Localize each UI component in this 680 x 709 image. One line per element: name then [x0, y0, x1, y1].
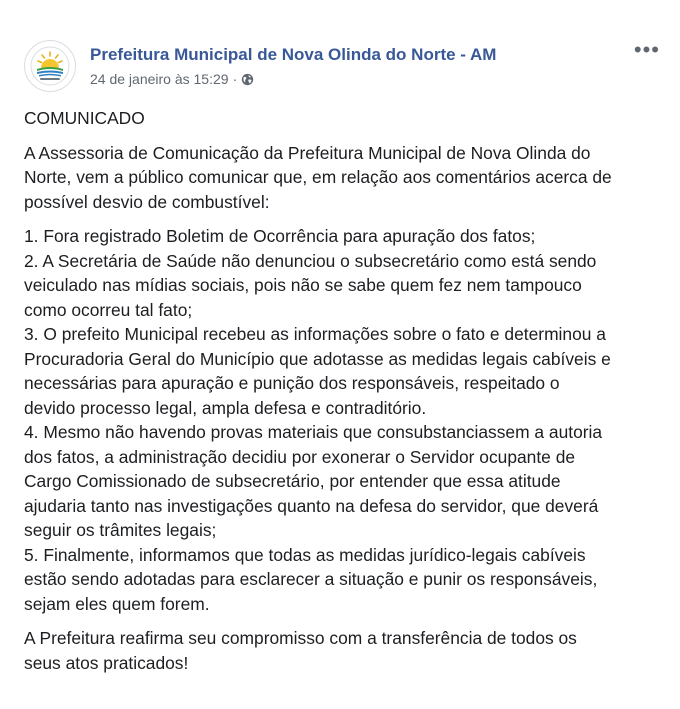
list-line: Cargo Comissionado de subsecretário, por entender que essa atitude — [24, 471, 561, 491]
globe-icon[interactable] — [241, 73, 254, 86]
list-line: sejam eles quem forem. — [24, 593, 210, 614]
list-line: 1. Fora registrado Boletim de Ocorrência para apuração dos fatos; — [24, 226, 536, 246]
list-line: seguir os trâmites legais; — [24, 520, 217, 540]
list-line: estão sendo adotadas para esclarecer a situação e punir os responsáveis, — [24, 569, 598, 589]
post-timestamp[interactable]: 24 de janeiro às 15:29 — [90, 71, 229, 87]
list-line: 5. Finalmente, informamos que todas as medidas jurídico-legais cabíveis — [24, 544, 586, 565]
numbered-list — [24, 224, 664, 616]
list-line: 3. O prefeito Municipal recebeu as informações sobre o fato e determinou a — [24, 324, 606, 344]
closing-paragraph — [24, 626, 664, 675]
list-line: necessárias para apuração e punição dos responsáveis, respeitado o — [24, 373, 560, 393]
list-line: ajudaria tanto nas investigações quanto na defesa do servidor, que deverá — [24, 495, 599, 516]
list-line: 2. A Secretária de Saúde não denunciou o subsecretário como está sendo — [24, 250, 597, 271]
list-line: dos fatos, a administração decidiu por exonerar o Servidor ocupante de — [24, 446, 576, 467]
list-line: como ocorreu tal fato; — [24, 299, 193, 320]
meta-separator: · — [232, 71, 238, 87]
heading-text: COMUNICADO — [24, 108, 145, 128]
intro-line: A Assessoria de Comunicação da Prefeitura Municipal de Nova Olinda do — [24, 142, 591, 163]
post-header — [24, 37, 664, 90]
list-line: Procuradoria Geral do Município que adotasse as medidas legais cabíveis e — [24, 348, 611, 369]
page-avatar[interactable] — [24, 40, 76, 92]
post-meta — [90, 71, 254, 87]
more-options-icon[interactable]: ••• — [633, 37, 660, 62]
prefeitura-logo-icon — [25, 41, 75, 91]
closing-line: A Prefeitura reafirma seu compromisso com a transferência de todos os — [24, 628, 577, 648]
list-line: veiculado nas mídias sociais, pois não se sabe quem fez nem tampouco — [24, 275, 582, 295]
intro-paragraph — [24, 141, 664, 215]
intro-line: possível desvio de combustível: — [24, 191, 270, 212]
list-line: 4. Mesmo não havendo provas materiais que consubstanciassem a autoria — [24, 422, 603, 442]
list-line: devido processo legal, ampla defesa e contraditório. — [24, 397, 427, 418]
post-body — [24, 106, 664, 685]
page-name-link[interactable]: Prefeitura Municipal de Nova Olinda do Norte - AM — [90, 45, 497, 64]
intro-line: Norte, vem a público comunicar que, em relação aos comentários acerca de — [24, 167, 612, 187]
closing-line: seus atos praticados! — [24, 652, 189, 673]
post-heading — [24, 106, 664, 131]
